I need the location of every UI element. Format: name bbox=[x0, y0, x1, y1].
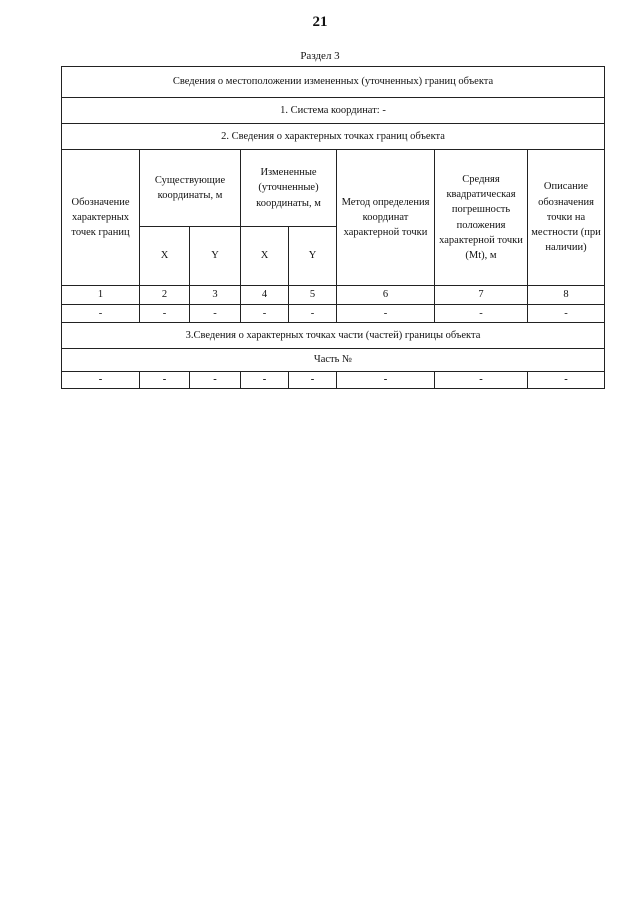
header-existing-coords: Существующие координаты, м bbox=[140, 150, 241, 227]
table-cell: - bbox=[289, 305, 337, 323]
table-cell: - bbox=[241, 305, 289, 323]
header-description: Описание обозначения точки на местности (при наличии) bbox=[528, 150, 605, 286]
header-error: Средняя квадратическая погрешность положения характерной точки (Mt), м bbox=[435, 150, 528, 286]
header-changed-coords: Измененные (уточненные) координаты, м bbox=[241, 150, 337, 227]
table-cell: - bbox=[62, 305, 140, 323]
page-number: 21 bbox=[312, 14, 328, 30]
header-changed-x: X bbox=[241, 227, 289, 286]
column-number: 2 bbox=[140, 286, 190, 305]
table-cell: - bbox=[337, 305, 435, 323]
header-existing-y: Y bbox=[190, 227, 241, 286]
header-changed-y: Y bbox=[289, 227, 337, 286]
header-method: Метод определения координат характерной точки bbox=[337, 150, 435, 286]
header-existing-x: X bbox=[140, 227, 190, 286]
table-cell: - bbox=[140, 372, 190, 389]
column-number: 7 bbox=[435, 286, 528, 305]
column-number: 4 bbox=[241, 286, 289, 305]
coord-system-row: 1. Система координат: - bbox=[62, 98, 605, 124]
table-cell: - bbox=[241, 372, 289, 389]
table-cell: - bbox=[528, 372, 605, 389]
column-number: 8 bbox=[528, 286, 605, 305]
table-cell: - bbox=[140, 305, 190, 323]
column-number: 6 bbox=[337, 286, 435, 305]
table-cell: - bbox=[62, 372, 140, 389]
header-designation: Обозначение характерных точек границ bbox=[62, 150, 140, 286]
section-title: Раздел 3 bbox=[300, 50, 340, 62]
part-number-row: Часть № bbox=[62, 349, 605, 372]
column-number: 5 bbox=[289, 286, 337, 305]
column-number-row bbox=[62, 286, 605, 305]
table-row bbox=[62, 305, 605, 323]
table-row bbox=[62, 372, 605, 389]
table-title: Сведения о местоположении измененных (уточненных) границ объекта bbox=[62, 67, 605, 98]
table-cell: - bbox=[528, 305, 605, 323]
table-cell: - bbox=[337, 372, 435, 389]
column-number: 3 bbox=[190, 286, 241, 305]
table-cell: - bbox=[435, 372, 528, 389]
table-cell: - bbox=[289, 372, 337, 389]
table-cell: - bbox=[190, 305, 241, 323]
boundary-table bbox=[61, 66, 605, 389]
table-cell: - bbox=[435, 305, 528, 323]
table-cell: - bbox=[190, 372, 241, 389]
points-heading-row: 2. Сведения о характерных точках границ объекта bbox=[62, 124, 605, 150]
column-number: 1 bbox=[62, 286, 140, 305]
parts-heading-row: 3.Сведения о характерных точках части (частей) границы объекта bbox=[62, 323, 605, 349]
